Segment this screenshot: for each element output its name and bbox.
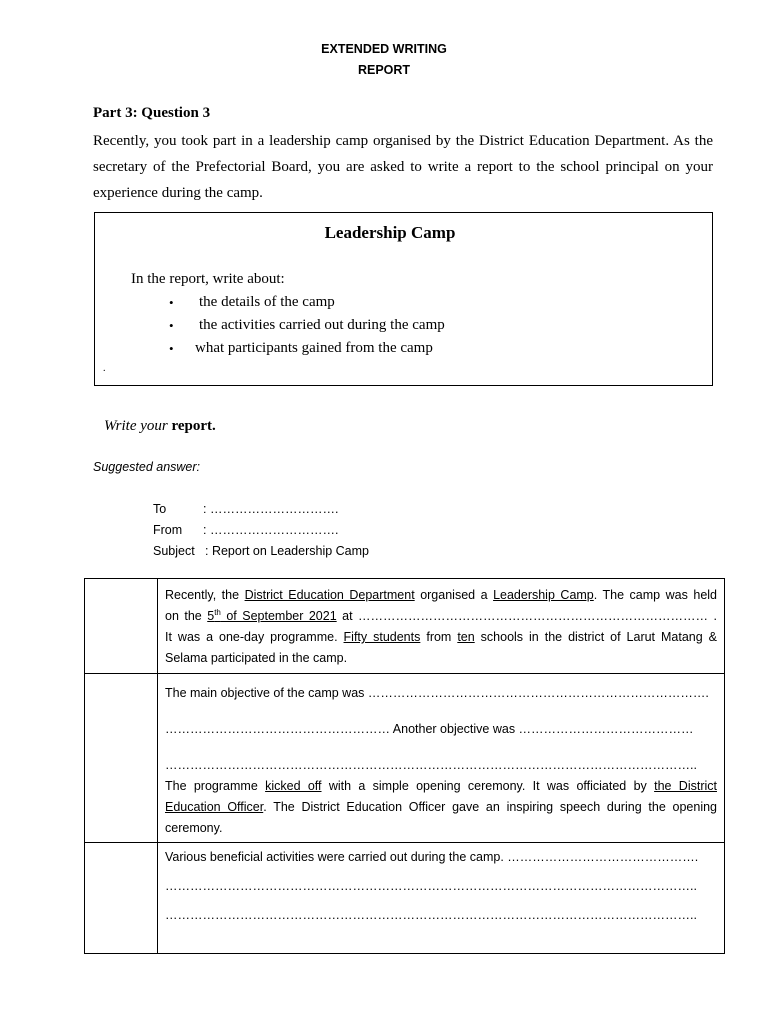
text-run: Recently, the (165, 588, 245, 602)
answer-line: ……………………………………………………………………………………………………………….. (165, 879, 697, 893)
box-trailing-mark: . (103, 363, 106, 374)
task-box-title: Leadership Camp (324, 223, 456, 242)
date-ordinal: th (214, 607, 221, 617)
column-divider (157, 579, 158, 953)
report-paragraph-2b (165, 776, 717, 839)
answer-line: ……………………………………………………………………………………………………………….. (165, 908, 697, 922)
answer-line: ……………………………………………… Another objective was …………………………………… (165, 722, 694, 736)
text-run: . The District Education Officer gave an inspiring speech during the opening (263, 800, 717, 814)
question-prompt: Recently, you took part in a leadership camp organised by the District Education Department. As the secretary of the Prefectorial Board, you are asked to write a report to the school principal on your experience during the camp. (93, 133, 713, 201)
memo-to-value: : …………………………. (203, 502, 339, 516)
underlined-text: Education Officer (165, 800, 264, 814)
report-paragraph-3-dots (165, 905, 717, 926)
text-run: with a simple opening ceremony. It was officiated by (321, 779, 655, 793)
text-run: on the (165, 609, 208, 623)
text-run: The programme (165, 779, 266, 793)
underlined-text: ten (457, 630, 475, 644)
text-run: organised a (414, 588, 494, 602)
report-paragraph-3-dots (165, 876, 717, 897)
task-box (94, 212, 713, 386)
list-item-text: the details of the camp (199, 294, 335, 310)
row-divider (85, 673, 724, 674)
document-title: EXTENDED WRITING (321, 42, 447, 56)
instruction (104, 418, 216, 435)
bullet-icon: • (169, 295, 174, 310)
underlined-date (207, 609, 336, 623)
task-box-intro: In the report, write about: (131, 271, 285, 287)
text-run: It was a one-day programme. (165, 630, 344, 644)
task-box-list (161, 291, 561, 360)
date-day: 5 (207, 609, 215, 623)
answer-line: Various beneficial activities were carried out during the camp. ………………………………………. (165, 850, 699, 864)
date-rest: of September 2021 (220, 609, 337, 623)
text-run: schools in the district of Larut Matang & (474, 630, 717, 644)
underlined-text: District Education Department (244, 588, 415, 602)
answer-line: ……………………………………………………………………………………………………………….. (165, 758, 697, 772)
report-paragraph-2-cont (165, 719, 717, 740)
report-table (84, 578, 725, 954)
text-line (165, 606, 717, 627)
text-run: . The camp was held (593, 588, 717, 602)
document-subtitle: REPORT (357, 63, 411, 77)
memo-to-label: To (153, 502, 167, 516)
text-run: from (420, 630, 458, 644)
question-label: Part 3: Question 3 (93, 105, 211, 121)
memo-from-label: From (153, 523, 183, 537)
text-line: Selama participated in the camp. (165, 651, 348, 665)
underlined-text: kicked off (265, 779, 322, 793)
report-paragraph-2-dots (165, 755, 717, 776)
row-divider (85, 842, 724, 843)
text-line (165, 776, 717, 797)
instruction-bold: report. (171, 418, 216, 434)
memo-subject-value: : Report on Leadership Camp (205, 544, 369, 558)
underlined-text: Fifty students (343, 630, 421, 644)
bullet-icon: • (169, 318, 174, 333)
bullet-icon: • (169, 341, 174, 356)
report-paragraph-1 (165, 585, 717, 669)
report-paragraph-3 (165, 847, 717, 868)
memo-subject-label: Subject (153, 544, 195, 558)
text-run: at ………………………………………………………………………… . (336, 609, 717, 623)
underlined-text: the District (654, 779, 717, 793)
text-line (165, 797, 717, 818)
list-item-text: the activities carried out during the camp (199, 317, 445, 333)
memo-from-value: : …………………………. (203, 523, 339, 537)
list-item (161, 337, 561, 360)
answer-line: The main objective of the camp was ………………………………………………………………………. (165, 686, 709, 700)
report-paragraph-2 (165, 683, 717, 704)
text-line (165, 627, 717, 648)
suggested-answer-label: Suggested answer: (93, 460, 201, 474)
underlined-text: Leadership Camp (493, 588, 594, 602)
list-item (161, 291, 561, 314)
list-item (161, 314, 561, 337)
text-line: ceremony. (165, 821, 223, 835)
text-line (165, 585, 717, 606)
instruction-italic: Write your (104, 418, 168, 434)
list-item-text: what participants gained from the camp (195, 340, 433, 356)
